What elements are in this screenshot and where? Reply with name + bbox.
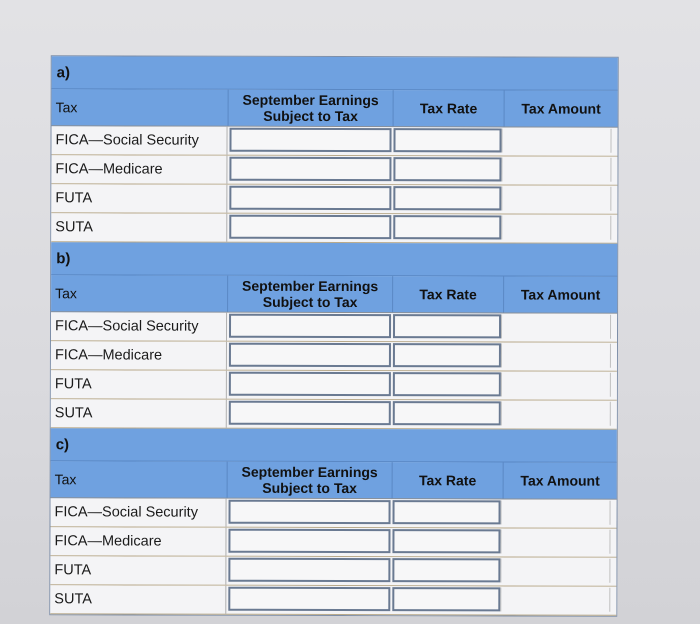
tax-amount-cell[interactable] xyxy=(501,157,611,181)
tax-amount-cell[interactable] xyxy=(501,314,611,338)
tax-rate-input[interactable] xyxy=(392,558,500,582)
table-row xyxy=(51,370,617,400)
tax-column-header: Tax xyxy=(55,285,77,302)
table-row xyxy=(51,184,617,214)
tax-name: SUTA xyxy=(51,213,227,241)
tax-name: FICA—Medicare xyxy=(51,341,227,369)
tax-amount-column-header: Tax Amount xyxy=(503,462,617,498)
section-label: b) xyxy=(51,242,617,276)
tax-rate-column-header: Tax Rate xyxy=(393,90,504,126)
tax-name: FICA—Medicare xyxy=(50,527,226,555)
tax-name: FICA—Medicare xyxy=(51,155,227,183)
tax-column-header: Tax xyxy=(54,471,77,488)
tax-rate-input[interactable] xyxy=(393,157,501,181)
tax-rate-input[interactable] xyxy=(393,500,501,524)
earnings-input[interactable] xyxy=(228,587,390,611)
tax-amount-cell[interactable] xyxy=(500,529,610,553)
column-header-row xyxy=(52,89,618,127)
earnings-input[interactable] xyxy=(229,401,391,425)
table-row xyxy=(51,126,617,156)
tax-name: FUTA xyxy=(51,184,227,212)
tax-amount-cell[interactable] xyxy=(501,128,611,152)
tax-amount-cell[interactable] xyxy=(501,186,611,210)
earnings-input[interactable] xyxy=(229,186,391,210)
table-row xyxy=(50,556,616,586)
tax-rate-input[interactable] xyxy=(393,215,501,239)
earnings-input[interactable] xyxy=(229,157,391,181)
earnings-column-header: September Earnings Subject to Tax xyxy=(228,90,393,126)
tax-column-header: Tax xyxy=(55,99,78,116)
section-label: c) xyxy=(51,428,617,462)
tax-rate-input[interactable] xyxy=(392,587,500,611)
earnings-column-header: September Earnings Subject to Tax xyxy=(227,462,392,498)
tax-rate-input[interactable] xyxy=(393,401,501,425)
earnings-input[interactable] xyxy=(228,529,390,553)
tax-name: SUTA xyxy=(51,399,227,427)
table-row xyxy=(51,213,617,243)
tax-amount-column-header: Tax Amount xyxy=(503,276,617,312)
earnings-input[interactable] xyxy=(229,215,391,239)
tax-rate-input[interactable] xyxy=(393,186,501,210)
tax-amount-cell[interactable] xyxy=(501,215,611,239)
tax-rate-input[interactable] xyxy=(393,314,501,338)
earnings-input[interactable] xyxy=(229,500,391,524)
table-row xyxy=(50,585,616,615)
earnings-input[interactable] xyxy=(229,314,391,338)
tax-rate-input[interactable] xyxy=(393,372,501,396)
tax-name: FICA—Social Security xyxy=(51,312,227,340)
tax-amount-cell[interactable] xyxy=(501,401,611,425)
tax-rate-column-header: Tax Rate xyxy=(392,276,503,312)
column-header-row xyxy=(51,275,617,313)
tax-name: FUTA xyxy=(50,556,226,584)
tax-name: SUTA xyxy=(50,585,226,613)
table-row xyxy=(51,155,617,185)
tax-rate-input[interactable] xyxy=(393,128,501,152)
tax-amount-cell[interactable] xyxy=(500,587,610,611)
tax-amount-cell[interactable] xyxy=(501,500,611,524)
column-header-row xyxy=(51,461,617,499)
tax-amount-cell[interactable] xyxy=(501,343,611,367)
tax-amount-cell[interactable] xyxy=(500,558,610,582)
tax-name: FUTA xyxy=(51,370,227,398)
tax-name: FICA—Social Security xyxy=(51,126,227,154)
earnings-input[interactable] xyxy=(229,372,391,396)
tax-amount-cell[interactable] xyxy=(501,372,611,396)
table-row xyxy=(51,341,617,371)
earnings-input[interactable] xyxy=(229,128,391,152)
table-row xyxy=(50,498,616,528)
table-row xyxy=(51,399,617,429)
earnings-input[interactable] xyxy=(229,343,391,367)
tax-name: FICA—Social Security xyxy=(51,498,227,526)
earnings-column-header: September Earnings Subject to Tax xyxy=(227,276,392,312)
tax-rate-input[interactable] xyxy=(393,343,501,367)
tax-amount-column-header: Tax Amount xyxy=(504,90,618,126)
tax-worksheet xyxy=(49,55,618,616)
tax-rate-input[interactable] xyxy=(392,529,500,553)
table-row xyxy=(51,312,617,342)
tax-rate-column-header: Tax Rate xyxy=(392,462,503,498)
earnings-input[interactable] xyxy=(228,558,390,582)
section-label: a) xyxy=(52,56,618,90)
table-row xyxy=(50,527,616,557)
